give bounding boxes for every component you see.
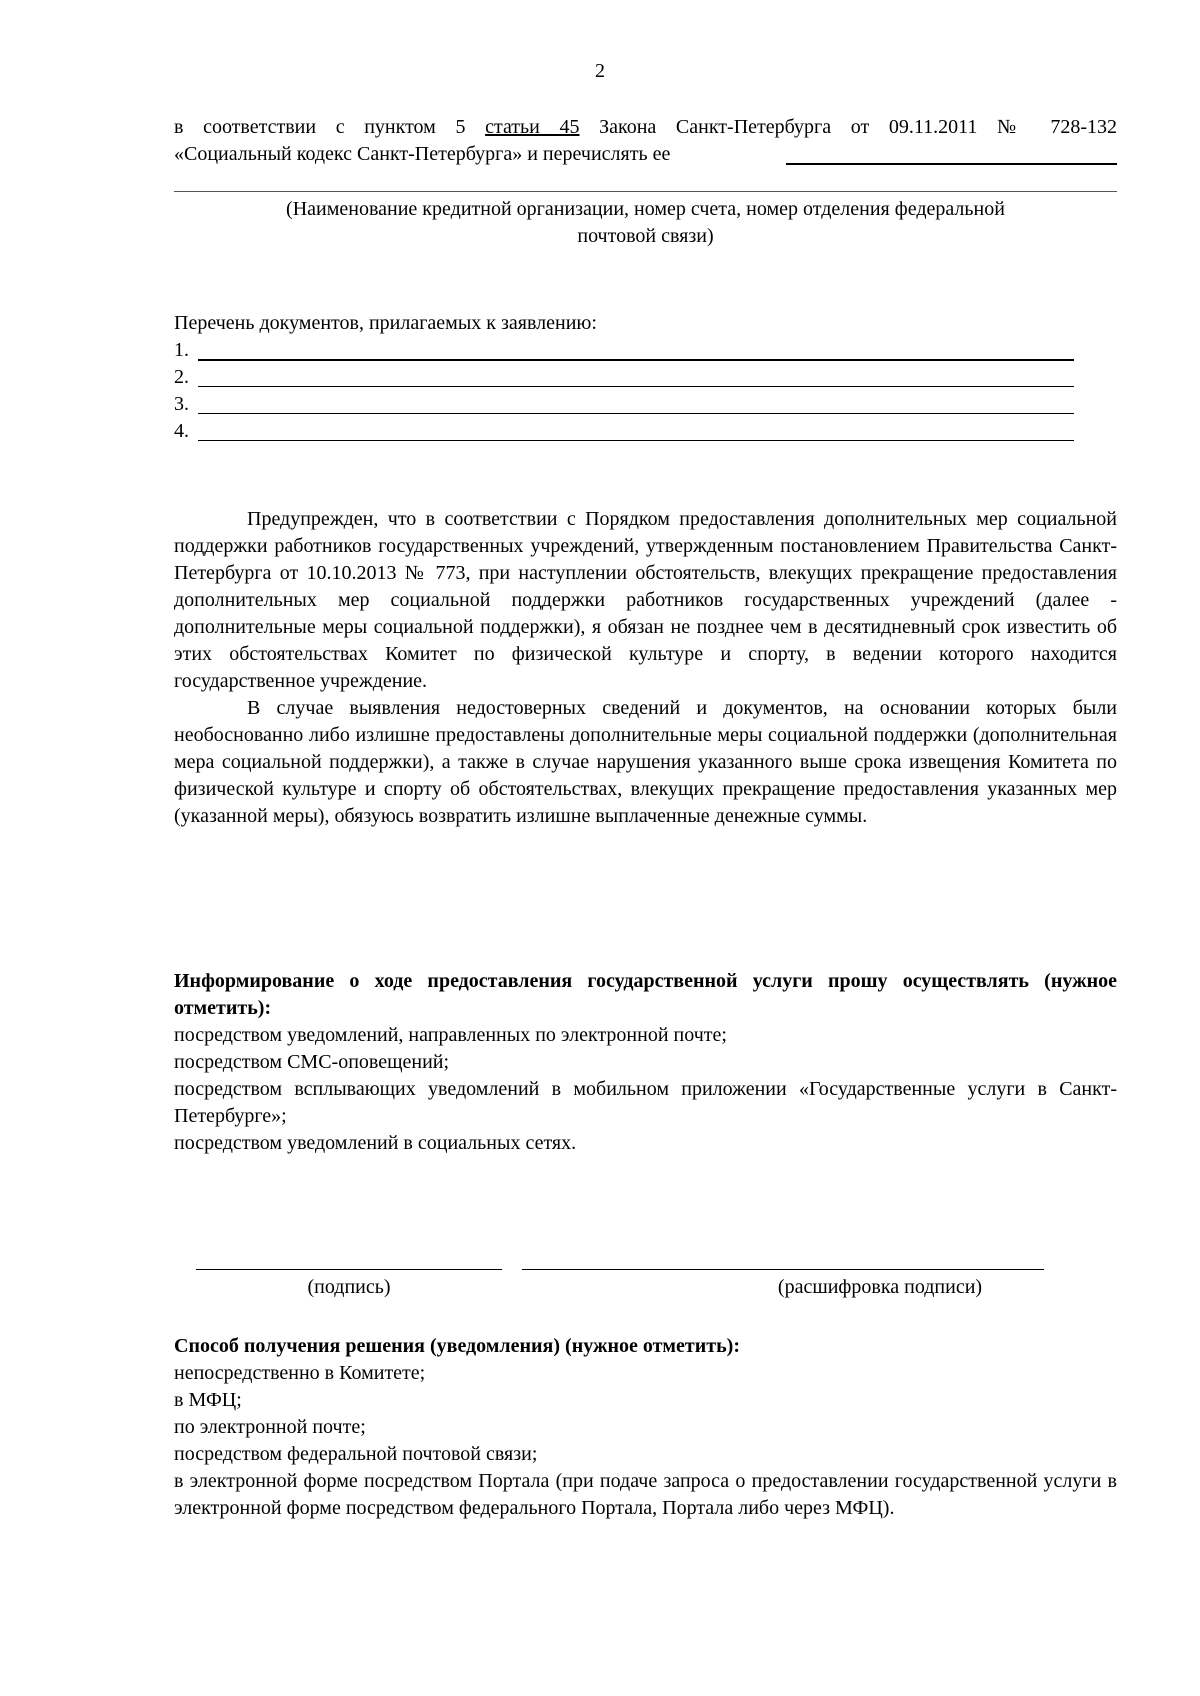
document-item-4[interactable] [174,418,1074,445]
informing-option-email[interactable]: посредством уведомлений, направленных по электронной почте; [174,1024,727,1046]
intro-line-1-pre: в соответствии с пунктом 5 [174,116,486,138]
document-item-1[interactable] [174,337,1074,364]
warning-paragraph-2: В случае выявления недостоверных сведений и документов, на основании которых были необоснованно либо излишне предоставлены дополнительные меры социальной поддержки (дополнительная мера социальной поддержки), а также в случае нарушения указанного выше срока извещения Комитета по физической культуре и спорту об обстоятельствах, влекущих прекращение предоставления указанных мер (указанной меры), обязуюсь возвратить излишне выплаченные денежные суммы. [174,697,1117,827]
document-item-blank[interactable] [198,413,1074,414]
intro-line-2-text: «Социальный кодекс Санкт-Петербурга» и перечислять ее [174,143,671,165]
informing-option-sms[interactable]: посредством СМС-оповещений; [174,1051,450,1073]
receiving-option-mfc[interactable]: в МФЦ; [174,1389,242,1411]
document-item-blank[interactable] [198,440,1074,441]
document-item-number: 4. [174,420,189,442]
receiving-option-portal[interactable]: в электронной форме посредством Портала (при подаче запроса о предоставлении государственной услуги в электронной форме посредством федерального Портала, Портала либо через МФЦ). [174,1470,1117,1519]
bank-details-line[interactable] [174,191,1117,192]
bank-caption [174,196,1117,250]
signature-decode-label: (расшифровка подписи) [777,1276,983,1298]
receiving-option-email[interactable]: по электронной почте; [174,1416,366,1438]
intro-line-1-post: Закона Санкт-Петербурга от 09.11.2011 № 728-132 [579,116,1117,138]
document-item-blank[interactable] [198,359,1074,361]
informing-option-social[interactable]: посредством уведомлений в социальных сетях. [174,1132,577,1154]
signature-decode-line[interactable] [522,1269,1044,1270]
receiving-block [174,1333,1117,1522]
document-item-number: 3. [174,393,189,415]
page-number: 2 [595,60,605,82]
document-item-number: 1. [174,339,189,361]
informing-option-mobile-app[interactable]: посредством всплывающих уведомлений в мобильном приложении «Государственные услуги в Санкт-Петербурге»; [174,1078,1117,1127]
bank-caption-line-1: (Наименование кредитной организации, номер счета, номер отделения федеральной [286,198,1005,220]
receiving-option-committee[interactable]: непосредственно в Комитете; [174,1362,426,1384]
signature-line[interactable] [196,1269,502,1270]
informing-block [174,968,1117,1157]
bank-caption-line-2: почтовой связи) [577,225,714,247]
document-item-2[interactable] [174,364,1074,391]
informing-heading: Информирование о ходе предоставления государственной услуги прошу осуществлять (нужное отметить): [174,970,1117,1019]
bank-details-blank[interactable] [786,163,1117,165]
warning-paragraph-1: Предупрежден, что в соответствии с Порядком предоставления дополнительных мер социальной поддержки работников государственных учреждений, утвержденным постановлением Правительства Санкт-Петербурга от 10.10.2013 № 773, при наступлении обстоятельств, влекущих прекращение предоставления дополнительных мер социальной поддержки работников государственных учреждений (далее - дополнительные меры социальной поддержки), я обязан не позднее чем в десятидневный срок известить об этих обстоятельствах Комитет по физической культуре и спорту, в ведении которого находится государственное учреждение. [174,508,1117,692]
document-item-3[interactable] [174,391,1074,418]
signature-label: (подпись) [307,1276,391,1298]
warning-block [174,506,1117,830]
receiving-option-post[interactable]: посредством федеральной почтовой связи; [174,1443,538,1465]
documents-heading: Перечень документов, прилагаемых к заявлению: [174,312,597,334]
law-article-link[interactable]: статьи 45 [485,116,580,138]
intro-line-1 [174,114,1117,141]
document-item-number: 2. [174,366,189,388]
receiving-heading: Способ получения решения (уведомления) (нужное отметить): [174,1335,740,1357]
document-item-blank[interactable] [198,386,1074,387]
